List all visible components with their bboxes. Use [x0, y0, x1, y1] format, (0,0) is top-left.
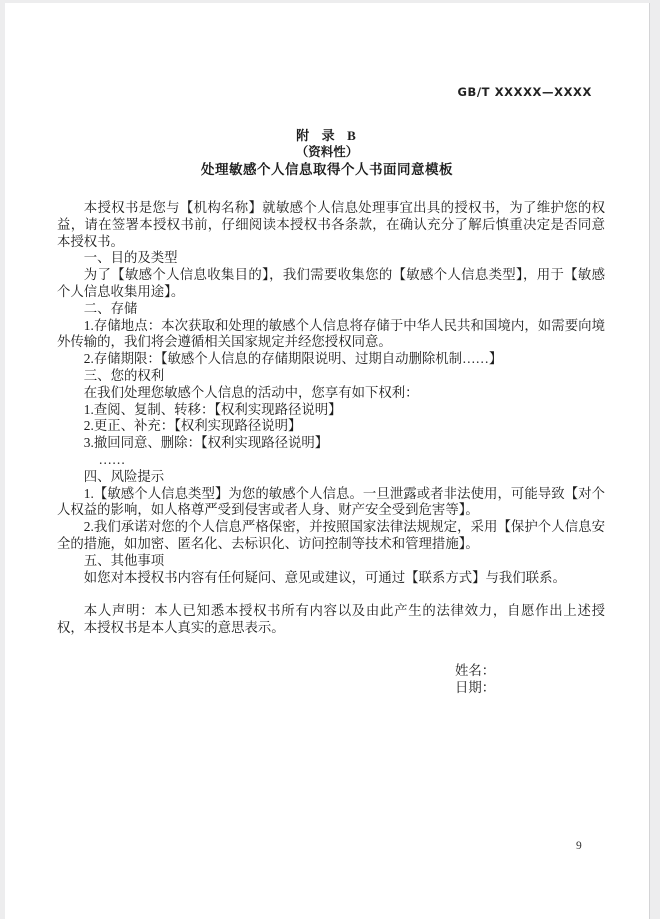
section-heading-4: 四、风险提示	[83, 468, 165, 484]
signature-date-label: 日期：	[455, 679, 496, 695]
page-number: 9	[576, 840, 582, 852]
signature-block	[455, 663, 605, 697]
standard-number-header: GB/T XXXXX—XXXX	[457, 85, 592, 99]
paragraph: 为了【敏感个人信息收集目的】，我们需要收集您的【敏感个人信息类型】，用于【敏感个人信息收集用途】。	[57, 267, 605, 299]
page-title: 处理敏感个人信息取得个人书面同意模板	[201, 162, 453, 177]
appendix-label: 附 录 B	[296, 128, 358, 143]
list-item: 2.更正、补充：【权利实现路径说明】	[83, 418, 302, 434]
title-block	[5, 128, 649, 178]
section-heading-2: 二、存储	[83, 300, 138, 316]
section-heading-3: 三、您的权利	[83, 367, 165, 383]
paragraph: 2.我们承诺对您的个人信息严格保密，并按照国家法律法规规定，采用【保护个人信息安全的措施，如加密、匿名化、去标识化、访问控制等技术和管理措施】。	[57, 519, 605, 551]
appendix-type-label: （资料性）	[295, 144, 359, 159]
paragraph-intro: 本授权书是您与【机构名称】就敏感个人信息处理事宜出具的授权书，为了维护您的权益，请在签署本授权书前，仔细阅读本授权书各条款，在确认充分了解后慎重决定是否同意本授权书。	[57, 200, 605, 249]
list-item: 1.查阅、复制、转移：【权利实现路径说明】	[83, 401, 342, 417]
section-heading-5: 五、其他事项	[83, 552, 165, 568]
section-heading-1: 一、目的及类型	[83, 250, 178, 266]
paragraph: 1.存储地点：本次获取和处理的敏感个人信息将存储于中华人民共和国境内，如需要向境外传输的，我们将会遵循相关国家规定并经您授权同意。	[57, 317, 605, 350]
paragraph: 在我们处理您敏感个人信息的活动中，您享有如下权利：	[83, 384, 419, 400]
paragraph: 1.【敏感个人信息类型】为您的敏感个人信息。一旦泄露或者非法使用，可能导致【对个人权益的影响，如人格尊严受到侵害或者人身、财产安全受到危害等】。	[57, 485, 605, 518]
paragraph: 如您对本授权书内容有任何疑问、意见或建议，可通过【联系方式】与我们联系。	[83, 569, 566, 585]
ellipsis-line: ……	[98, 451, 126, 467]
list-item: 3.撤回同意、删除：【权利实现路径说明】	[83, 435, 329, 451]
signature-name-label: 姓名：	[455, 662, 496, 678]
document-page	[5, 3, 650, 919]
paragraph: 2.存储期限：【敏感个人信息的存储期限说明、过期自动删除机制……】	[83, 351, 503, 367]
declaration-paragraph: 本人声明：本人已知悉本授权书所有内容以及由此产生的法律效力，自愿作出上述授权，本授权书是本人真实的意思表示。	[57, 603, 605, 635]
document-body	[57, 200, 605, 696]
